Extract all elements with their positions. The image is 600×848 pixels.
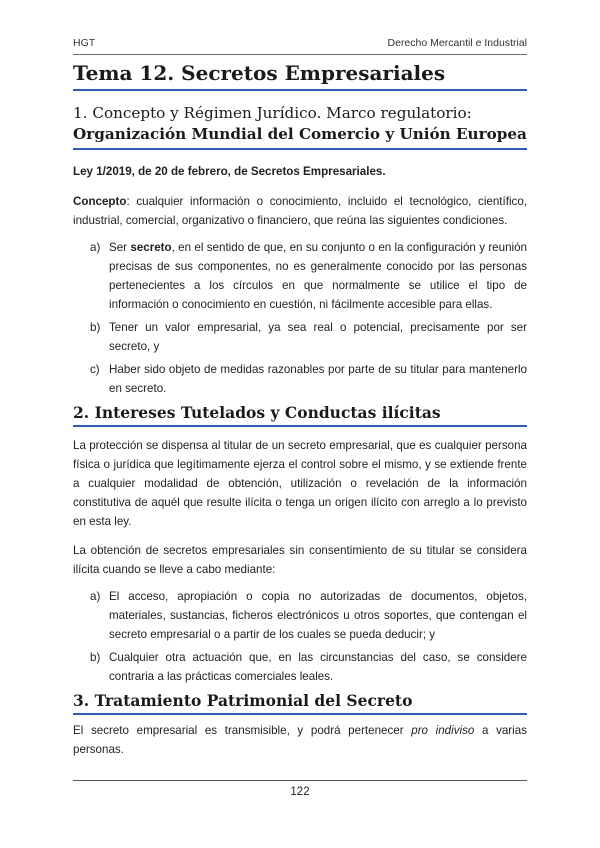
page-content xyxy=(73,58,527,759)
concept-paragraph xyxy=(73,192,527,230)
section1-heading xyxy=(73,103,527,150)
list-item-text: , en el sentido de que, en su conjunto o en la configuración y reunión precisas de sus componentes, no es generalmente conocido por las personas pertenecientes a los círculos en que normalmente se utilice el tipo de información o conocimiento en cuestión, ni fácilmente accesible para ellas. xyxy=(109,241,528,311)
header-left: HGT xyxy=(73,37,96,49)
page-number: 122 xyxy=(290,786,310,798)
concept-text: : cualquier información o conocimiento, incluido el tecnológico, científico, industrial, comercial, organizativo o financiero, que reúna las siguientes condiciones. xyxy=(73,195,527,227)
section3-heading: 3. Tratamiento Patrimonial del Secreto xyxy=(73,690,527,715)
list-marker: a) xyxy=(90,241,101,254)
section2-heading: 2. Intereses Tutelados y Conductas ilícitas xyxy=(73,402,527,427)
list-item-text: El acceso, apropiación o copia no autorizadas de documentos, objetos, materiales, sustancias, ficheros electrónicos u otros soportes, que contengan el secreto empresarial o a partir de los cuales se pueda deducir; y xyxy=(109,590,527,641)
list-item-text: Cualquier otra actuación que, en las circunstancias del caso, se considere contraria a las prácticas comerciales leales. xyxy=(109,651,527,683)
concept-label: Concepto xyxy=(73,195,127,208)
section3-paragraph xyxy=(73,721,527,759)
list-item-text: Tener un valor empresarial, ya sea real o potencial, precisamente por ser secreto, y xyxy=(109,321,527,353)
list-item xyxy=(90,360,527,398)
list-item-text: Ser xyxy=(109,241,131,254)
list-item-bold: secreto xyxy=(130,241,172,254)
list-item xyxy=(90,648,527,686)
section1-heading-line1: 1. Concepto y Régimen Jurídico. Marco regulatorio: xyxy=(73,104,472,122)
running-header xyxy=(73,37,527,49)
list-marker: a) xyxy=(90,590,101,603)
conditions-list xyxy=(73,238,527,398)
page-title: Tema 12. Secretos Empresariales xyxy=(73,58,527,91)
footer-rule xyxy=(73,780,527,781)
list-marker: b) xyxy=(90,651,101,664)
section1-heading-line2: Organización Mundial del Comercio y Unión Europea xyxy=(73,125,527,143)
section3-italic: pro indiviso xyxy=(411,724,475,737)
list-item xyxy=(90,318,527,356)
list-item xyxy=(90,238,528,314)
list-marker: c) xyxy=(90,363,100,376)
section2-paragraph2: La obtención de secretos empresariales sin consentimiento de su titular se considera ilícita cuando se lleve a cabo mediante: xyxy=(73,544,527,576)
header-rule xyxy=(73,54,527,55)
list-marker: b) xyxy=(90,321,101,334)
list-item xyxy=(90,587,527,644)
list-item-text: Haber sido objeto de medidas razonables por parte de su titular para mantenerlo en secreto. xyxy=(109,363,527,395)
section3-text: El secreto empresarial es transmisible, y podrá pertenecer xyxy=(73,724,412,737)
section2-paragraph1: La protección se dispensa al titular de un secreto empresarial, que es cualquier persona física o jurídica que legítimamente ejerza el control sobre el mismo, y se extiende frente a cualquier modalidad de obtención, utilización o revelación de la información constitutiva de aquél que resulte ilícita o tenga un origen ilícito con arreglo a lo previsto en esta ley. xyxy=(73,439,527,528)
header-right: Derecho Mercantil e Industrial xyxy=(387,37,527,49)
conducts-list xyxy=(73,587,527,686)
law-reference: Ley 1/2019, de 20 de febrero, de Secretos Empresariales. xyxy=(73,165,386,178)
section3-text: a varias personas. xyxy=(73,724,527,756)
